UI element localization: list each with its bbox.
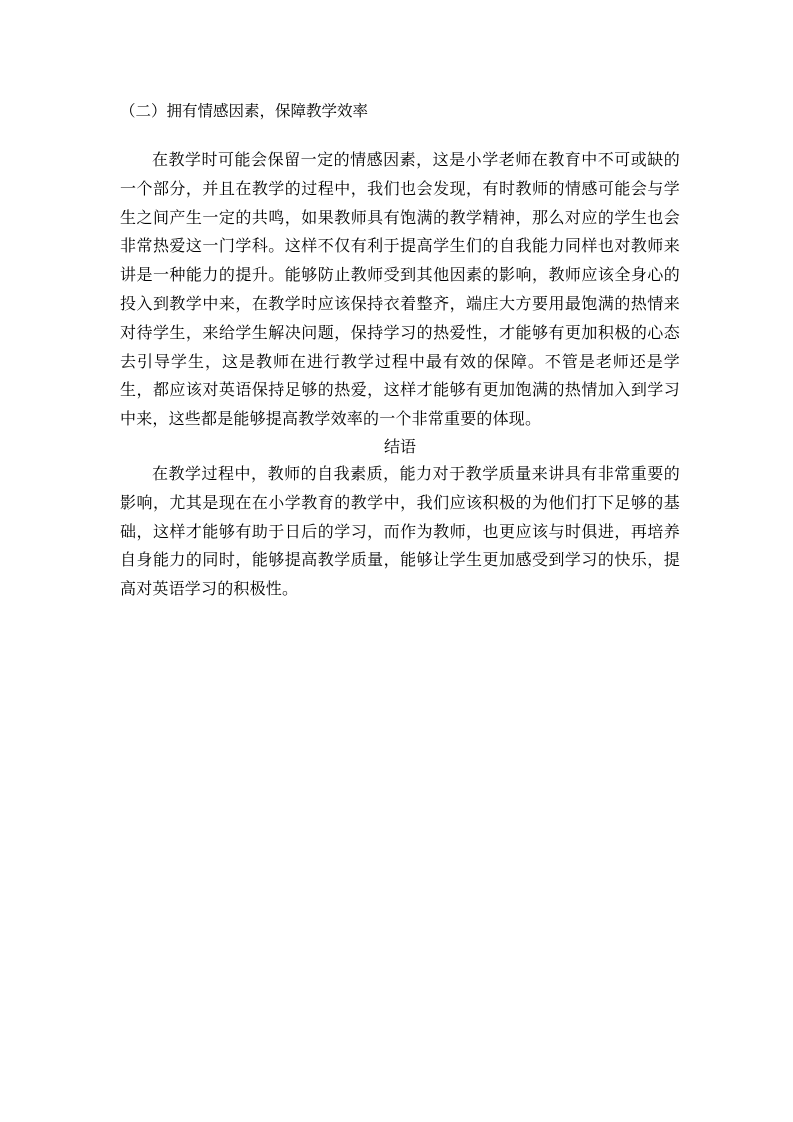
body-paragraph-conclusion: 在教学过程中，教师的自我素质，能力对于教学质量来讲具有非常重要的影响，尤其是现在在小学教育的教学中，我们应该积极的为他们打下足够的基础，这样才能够有助于日后的学习，而作为教师，也更应该与时俱进，再培养自身能力的同时，能够提高教学质量，能够让学生更加感受到学习的快乐，提高对英语学习的积极性。 (120, 463, 680, 599)
document-body (120, 98, 680, 604)
section-subheading: （二）拥有情感因素，保障教学效率 (120, 102, 369, 120)
body-paragraph-emotion: 在教学时可能会保留一定的情感因素，这是小学老师在教育中不可或缺的一个部分，并且在教学的过程中，我们也会发现，有时教师的情感可能会与学生之间产生一定的共鸣，如果教师具有饱满的教学精神，那么对应的学生也会非常热爱这一门学科。这样不仅有利于提高学生们的自我能力同样也对教师来讲是一种能力的提升。能够防止教师受到其他因素的影响，教师应该全身心的投入到教学中来，在教学时应该保持衣着整齐，端庄大方要用最饱满的热情来对待学生，来给学生解决问题，保持学习的热爱性，才能够有更加积极的心态去引导学生，这是教师在进行教学过程中最有效的保障。不管是老师还是学生，都应该对英语保持足够的热爱，这样才能够有更加饱满的热情加入到学习中来，这些都是能够提高教学效率的一个非常重要的体现。 (120, 150, 680, 429)
conclusion-title: 结语 (383, 436, 416, 456)
